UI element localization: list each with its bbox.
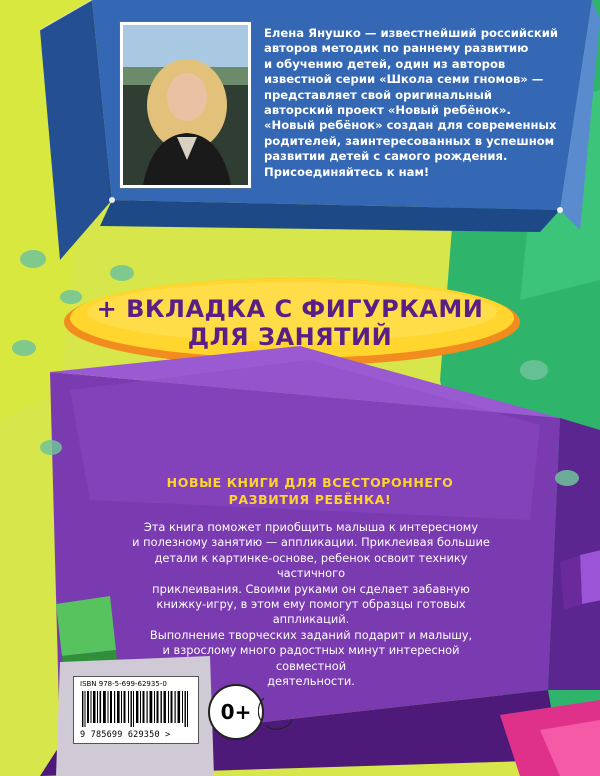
insert-line: ДЛЯ ЗАНЯТИЙ (187, 323, 393, 351)
series-headline (150, 474, 470, 508)
paw-decoration (555, 470, 579, 486)
bio-line: «Новый ребёнок» создан для современных (264, 118, 557, 133)
bio-line: Присоединяйтесь к нам! (264, 164, 430, 179)
headline-line: РАЗВИТИЯ РЕБЁНКА! (228, 492, 392, 507)
headline-line: НОВЫЕ КНИГИ ДЛЯ ВСЕСТОРОННЕГО (166, 475, 454, 490)
isbn-label: ISBN 978-5-699-62935-0 (80, 680, 167, 688)
barcode-digits: 9 785699 629350 > (80, 730, 171, 740)
insert-banner-text (80, 295, 500, 351)
description-line: и взрослому много радостных минут интересной совместной (162, 643, 460, 673)
bio-line: известной серии «Школа семи гномов» — (264, 72, 544, 87)
bio-line: родителей, заинтересованных в успешном (264, 133, 555, 148)
age-rating-text: 0+ (220, 700, 252, 724)
description-line: детали к картинке-основе, ребенок освоит технику частичного (154, 550, 468, 581)
description-line: и полезному занятию — аппликации. Приклеивая большие (132, 535, 490, 550)
description-line: книжку-игру, в этом ему помогут образцы готовых аппликаций. (156, 597, 466, 627)
book-description (128, 520, 494, 689)
paw-decoration (110, 265, 134, 281)
bio-line: представляет свой оригинальный (264, 87, 493, 102)
portrait-illustration (123, 25, 248, 185)
paw-decoration (12, 340, 36, 356)
description-line: Эта книга поможет приобщить малыша к интересному (143, 520, 479, 534)
description-line: Выполнение творческих заданий подарит и малышу, (149, 627, 473, 642)
paw-decoration (20, 250, 46, 268)
age-rating-badge (208, 684, 264, 740)
paw-decoration (60, 290, 82, 304)
bio-line: Елена Янушко — известнейший российский (264, 26, 558, 40)
insert-line: + ВКЛАДКА С ФИГУРКАМИ (96, 295, 484, 323)
description-line: приклеивания. Своими руками он сделает забавную (152, 581, 470, 596)
bio-line: и обучению детей, один из авторов (264, 56, 506, 71)
bio-line: авторский проект «Новый ребёнок». (264, 103, 511, 118)
author-bio (264, 26, 564, 180)
barcode-icon (80, 691, 192, 727)
paw-decoration (520, 360, 548, 380)
isbn-barcode-box (73, 676, 199, 744)
author-photo (120, 22, 251, 188)
paw-decoration (40, 440, 62, 455)
info-notice-icon (258, 690, 298, 730)
bio-line: авторов методик по раннему развитию (264, 41, 529, 56)
bio-line: развитии детей с самого рождения. (264, 149, 508, 164)
description-line: деятельности. (267, 674, 355, 689)
